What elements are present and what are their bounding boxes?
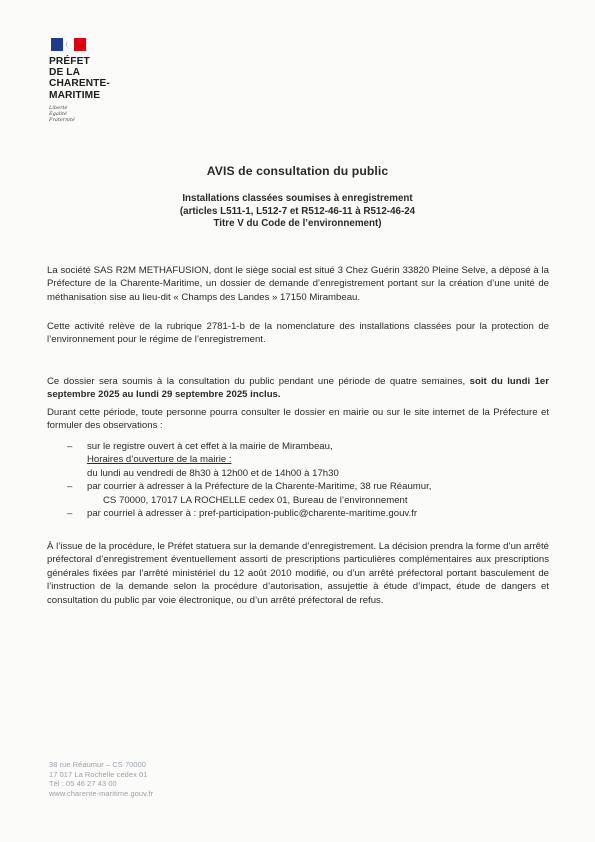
paragraph-classification: Cette activité relève de la rubrique 2781-1-b de la nomenclature des installations classées pour la protection de l’environnement pour le régime de l’enregistrement. — [47, 321, 549, 346]
subtitle-line: Titre V du Code de l’environnement) — [213, 218, 382, 230]
motto-line: Fraternité — [49, 117, 75, 124]
prefecture-name — [49, 56, 139, 101]
notice-subtitle — [0, 193, 595, 231]
courrier-address: CS 70000, 17017 LA ROCHELLE cedex 01, Bureau de l’environnement — [103, 494, 408, 506]
opening-hours: du lundi au vendredi de 8h30 à 12h00 et de 14h00 à 17h30 — [87, 467, 339, 479]
footer-city-line: 17 017 La Rochelle cedex 01 — [49, 769, 148, 779]
footer-contact — [49, 760, 153, 798]
list-item-registre — [47, 440, 547, 480]
period-intro: Ce dossier sera soumis à la consultation du public pendant une période de quatre semaines, — [47, 376, 470, 387]
registre-text: – sur le registre ouvert à cet effet à la mairie de Mirambeau, — [87, 441, 333, 452]
republic-motto — [49, 105, 139, 124]
logo-line: DE LA — [49, 67, 81, 79]
list-item-courriel — [47, 507, 547, 520]
footer-address-line: 38 rue Réaumur – CS 70000 — [49, 760, 146, 769]
footer-website-link[interactable]: www.charente-maritime.gouv.fr — [49, 788, 154, 798]
notice-title: AVIS de consultation du public — [206, 164, 389, 178]
courrier-text: – par courrier à adresser à la Préfecture de la Charente-Maritime, 38 rue Réaumur, — [87, 481, 432, 493]
marianne-flag-icon — [51, 38, 86, 51]
logo-line: MARITIME — [49, 89, 101, 101]
paragraph-decision: À l’issue de la procédure, le Préfet statuera sur la demande d’enregistrement. La décision prendra la forme d’un arrêté préfectoral d’enregistrement éventuellement assorti de prescriptions particulières complémentaires aux prescriptions générales fixées par l’arrêté ministériel du 12 août 2010 modifié, ou d’un arrêté préfectoral portant basculement de l’instruction de la demande selon la procédure d’autorisation, assujettie à étude d’impact, étude de dangers et consultation du public par voie électronique, ou d’un arrêté préfectoral de refus. — [47, 541, 549, 606]
motto-line: Liberté — [49, 104, 68, 111]
motto-line: Égalité — [49, 111, 67, 118]
footer-phone: Tél : 05 46 27 43 00 — [49, 779, 117, 789]
period-dates: soit du lundi 1er septembre 2025 au lundi 29 septembre 2025 inclus. — [47, 376, 549, 401]
subtitle-line: (articles L511-1, L512-7 et R512-46-11 à R512-46-24 — [179, 205, 416, 217]
paragraph-applicant: La société SAS R2M METHAFUSION, dont le siège social est situé 3 Chez Guérin 33820 Pleine Selve, a déposé à la Préfecture de la Charente-Maritime, un dossier de demande d’enregistrement portant sur la création d’une unité de méthanisation sise au lieu-dit « Champs des Landes » 17150 Mirambeau. — [47, 265, 549, 303]
logo-line: PRÉFET — [49, 56, 90, 67]
opening-hours-label: Horaires d’ouverture de la mairie : — [87, 454, 232, 466]
prefecture-logo — [49, 38, 139, 123]
logo-line: CHARENTE- — [49, 78, 110, 90]
courriel-text: – par courriel à adresser à : pref-participation-public@charente-maritime.gouv.fr — [87, 508, 418, 520]
paragraph-consultation: Durant cette période, toute personne pourra consulter le dossier en mairie ou sur le site internet de la Préfecture et formuler des observations : — [47, 407, 549, 432]
consultation-methods-list — [47, 440, 547, 520]
list-item-courrier — [47, 480, 547, 507]
paragraph-period — [47, 375, 549, 402]
subtitle-line: Installations classées soumises à enregistrement — [182, 193, 413, 204]
